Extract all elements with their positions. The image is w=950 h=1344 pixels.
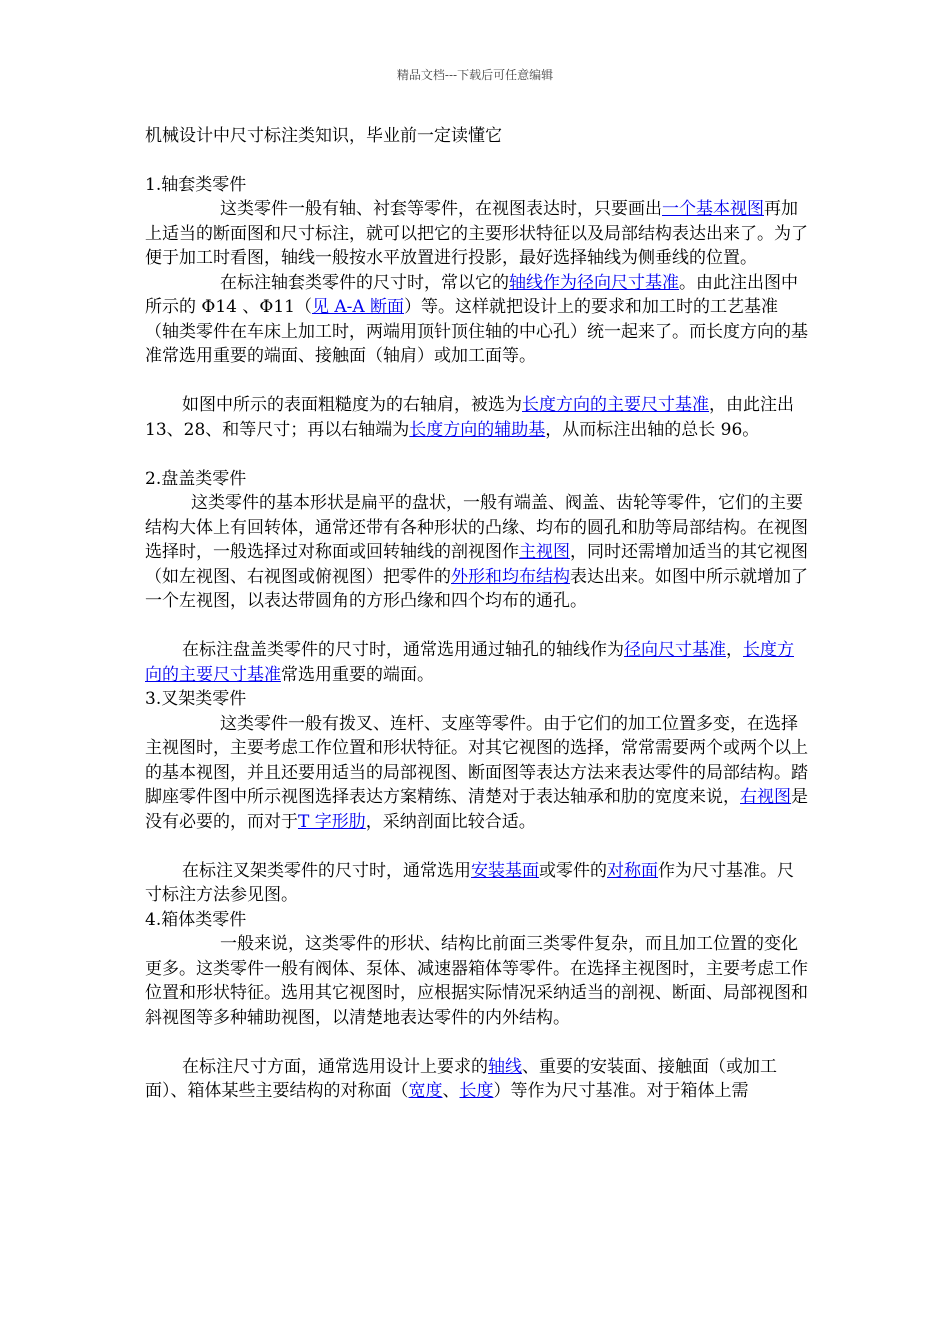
link-length-aux-datum[interactable]: 长度方向的辅助基 bbox=[409, 419, 546, 440]
section-heading-2: 2.盘盖类零件 bbox=[145, 468, 247, 489]
document-body bbox=[145, 124, 810, 1104]
paragraph: 这类零件一般有轴、衬套等零件，在视图表达时，只要画出一个基本视图再加上适当的断面图和尺寸标注，就可以把它的主要形状特征以及局部结构表达出来了。为了便于加工时看图，轴线一般按水平放置进行投影，最好选择轴线为侧垂线的位置。 bbox=[145, 199, 808, 268]
link-right-view[interactable]: 右视图 bbox=[740, 787, 791, 807]
link-shape-structure[interactable]: 外形和均布结构 bbox=[451, 566, 570, 587]
paragraph: 在标注盘盖类零件的尺寸时，通常选用通过轴孔的轴线作为径向尺寸基准，长度方向的主要尺寸基准常选用重要的端面。 bbox=[145, 640, 794, 685]
link-basic-view[interactable]: 一个基本视图 bbox=[662, 199, 764, 219]
link-t-rib[interactable]: T 字形肋 bbox=[298, 811, 366, 832]
link-axis-radial-datum[interactable]: 轴线作为径向尺寸基准 bbox=[509, 272, 679, 293]
link-radial-datum[interactable]: 径向尺寸基准 bbox=[624, 640, 726, 660]
section-heading-4: 4.箱体类零件 bbox=[145, 909, 247, 930]
paragraph: 这类零件一般有拨叉、连杆、支座等零件。由于它们的加工位置多变，在选择主视图时，主要考虑工作位置和形状特征。对其它视图的选择，常常需要两个或两个以上的基本视图，并且还要用适当的局部视图、断面图等表达方法来表达零件的局部结构。踏脚座零件图中所示视图选择表达方案精练、清楚对于表达轴承和肋的宽度来说，右视图是没有必要的，而对于T 字形肋，采纳剖面比较合适。 bbox=[145, 713, 808, 832]
paragraph: 在标注叉架类零件的尺寸时，通常选用安装基面或零件的对称面作为尺寸基准。尺寸标注方法参见图。 bbox=[145, 860, 794, 905]
document-title: 机械设计中尺寸标注类知识，毕业前一定读懂它 bbox=[145, 126, 502, 146]
link-length[interactable]: 长度 bbox=[459, 1081, 494, 1101]
link-aa-section[interactable]: 见 A-A 断面 bbox=[311, 297, 405, 317]
link-length-main-datum[interactable]: 长度方向的主要尺寸基准 bbox=[522, 395, 709, 415]
link-mounting-base[interactable]: 安装基面 bbox=[471, 860, 539, 881]
link-width[interactable]: 宽度 bbox=[408, 1081, 443, 1101]
paragraph: 这类零件的基本形状是扁平的盘状，一般有端盖、阀盖、齿轮等零件，它们的主要结构大体上有回转体，通常还带有各种形状的凸缘、均布的圆孔和肋等局部结构。在视图选择时，一般选择过对称面或回转轴线的剖视图作主视图，同时还需增加适当的其它视图（如左视图、右视图或俯视图）把零件的外形和均布结构表达出来。如图中所示就增加了一个左视图，以表达带圆角的方形凸缘和四个均布的通孔。 bbox=[145, 493, 808, 611]
page-header: 精品文档---下载后可任意编辑 bbox=[396, 68, 554, 82]
paragraph: 如图中所示的表面粗糙度为的右轴肩，被选为长度方向的主要尺寸基准，由此注出 13、28、和等尺寸；再以右轴端为长度方向的辅助基，从而标注出轴的总长 96。 bbox=[145, 395, 794, 440]
paragraph: 在标注尺寸方面，通常选用设计上要求的轴线、重要的安装面、接触面（或加工面）、箱体某些主要结构的对称面（宽度、长度）等作为尺寸基准。对于箱体上需 bbox=[145, 1056, 777, 1101]
link-axis[interactable]: 轴线 bbox=[488, 1056, 522, 1077]
section-heading-1: 1.轴套类零件 bbox=[145, 174, 247, 195]
link-symmetry-plane[interactable]: 对称面 bbox=[607, 860, 658, 881]
paragraph: 在标注轴套类零件的尺寸时，常以它的轴线作为径向尺寸基准。由此注出图中所示的 Φ14 、Φ11（见 A-A 断面）等。这样就把设计上的要求和加工时的工艺基准（轴类零件在车床上加工时，两端用顶针顶住轴的中心孔）统一起来了。而长度方向的基准常选用重要的端面、接触面（轴肩）或加工面等。 bbox=[145, 272, 808, 366]
paragraph: 一般来说，这类零件的形状、结构比前面三类零件复杂，而且加工位置的变化更多。这类零件一般有阀体、泵体、减速器箱体等零件。在选择主视图时，主要考虑工作位置和形状特征。选用其它视图时，应根据实际情况采纳适当的剖视、断面、局部视图和斜视图等多种辅助视图，以清楚地表达零件的内外结构。 bbox=[145, 934, 808, 1028]
link-length-main-datum-2[interactable]: 长度方向的主要尺寸基准 bbox=[145, 640, 794, 685]
link-main-view[interactable]: 主视图 bbox=[519, 542, 570, 562]
section-heading-3: 3.叉架类零件 bbox=[145, 689, 247, 709]
